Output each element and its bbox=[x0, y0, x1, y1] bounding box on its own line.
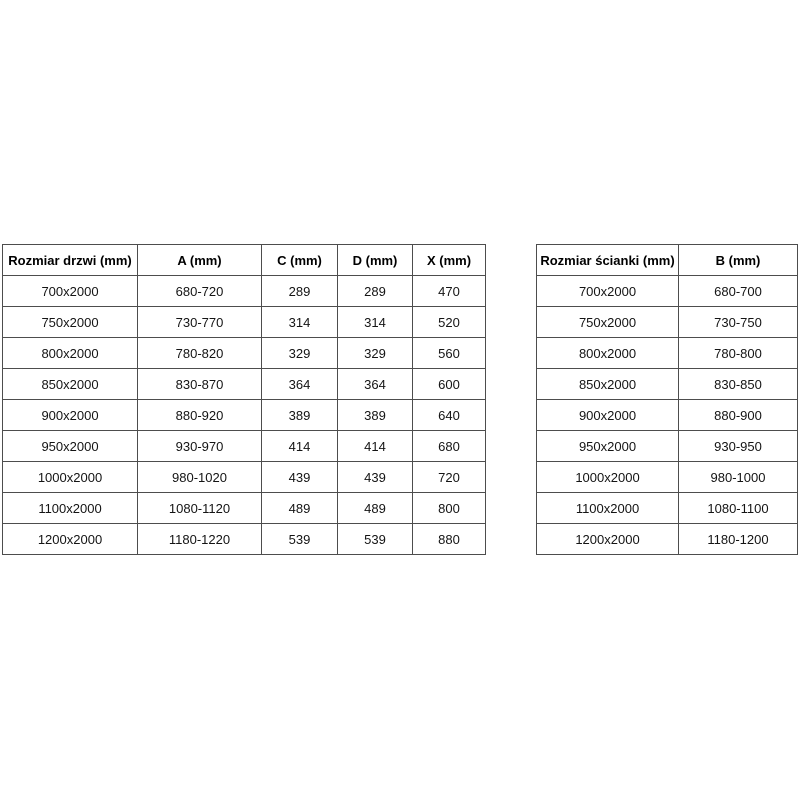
table-row bbox=[3, 400, 486, 431]
table-row bbox=[537, 369, 798, 400]
doors-size-table bbox=[2, 244, 486, 555]
table-row bbox=[537, 307, 798, 338]
table-cell: 389 bbox=[338, 400, 413, 431]
table-cell: 730-750 bbox=[679, 307, 798, 338]
table-cell: 900x2000 bbox=[3, 400, 138, 431]
table-row bbox=[3, 307, 486, 338]
table-cell: 780-800 bbox=[679, 338, 798, 369]
table-cell: 329 bbox=[262, 338, 338, 369]
table-row bbox=[3, 276, 486, 307]
table-cell: 680 bbox=[413, 431, 486, 462]
table-cell: 750x2000 bbox=[3, 307, 138, 338]
table-cell: 800 bbox=[413, 493, 486, 524]
table-row bbox=[537, 524, 798, 555]
table-cell: 1000x2000 bbox=[3, 462, 138, 493]
table-cell: 539 bbox=[338, 524, 413, 555]
table-row bbox=[3, 338, 486, 369]
table-row bbox=[537, 276, 798, 307]
table-cell: 329 bbox=[338, 338, 413, 369]
table-cell: 364 bbox=[262, 369, 338, 400]
table-row bbox=[537, 462, 798, 493]
table-cell: 950x2000 bbox=[537, 431, 679, 462]
table-row bbox=[3, 431, 486, 462]
table-cell: 680-720 bbox=[138, 276, 262, 307]
table-row bbox=[537, 338, 798, 369]
column-header: A (mm) bbox=[138, 245, 262, 276]
table-cell: 830-870 bbox=[138, 369, 262, 400]
table-cell: 930-970 bbox=[138, 431, 262, 462]
table-cell: 364 bbox=[338, 369, 413, 400]
table-cell: 489 bbox=[262, 493, 338, 524]
table-cell: 880-900 bbox=[679, 400, 798, 431]
table-cell: 489 bbox=[338, 493, 413, 524]
table-cell: 700x2000 bbox=[3, 276, 138, 307]
table-cell: 880 bbox=[413, 524, 486, 555]
table-cell: 314 bbox=[338, 307, 413, 338]
table-cell: 1200x2000 bbox=[537, 524, 679, 555]
table-cell: 470 bbox=[413, 276, 486, 307]
table-cell: 600 bbox=[413, 369, 486, 400]
table-cell: 780-820 bbox=[138, 338, 262, 369]
table-cell: 1200x2000 bbox=[3, 524, 138, 555]
wall-table-header-row bbox=[537, 245, 798, 276]
table-cell: 720 bbox=[413, 462, 486, 493]
table-cell: 1080-1100 bbox=[679, 493, 798, 524]
table-cell: 850x2000 bbox=[3, 369, 138, 400]
table-cell: 1100x2000 bbox=[3, 493, 138, 524]
doors-table-header-row bbox=[3, 245, 486, 276]
table-row bbox=[3, 369, 486, 400]
table-cell: 950x2000 bbox=[3, 431, 138, 462]
table-row bbox=[3, 524, 486, 555]
table-cell: 1180-1200 bbox=[679, 524, 798, 555]
table-cell: 900x2000 bbox=[537, 400, 679, 431]
column-header: Rozmiar ścianki (mm) bbox=[537, 245, 679, 276]
table-row bbox=[537, 431, 798, 462]
table-cell: 439 bbox=[262, 462, 338, 493]
table-cell: 700x2000 bbox=[537, 276, 679, 307]
table-cell: 314 bbox=[262, 307, 338, 338]
table-cell: 980-1000 bbox=[679, 462, 798, 493]
table-cell: 980-1020 bbox=[138, 462, 262, 493]
table-cell: 930-950 bbox=[679, 431, 798, 462]
table-cell: 640 bbox=[413, 400, 486, 431]
column-header: C (mm) bbox=[262, 245, 338, 276]
table-cell: 850x2000 bbox=[537, 369, 679, 400]
table-cell: 560 bbox=[413, 338, 486, 369]
table-cell: 1100x2000 bbox=[537, 493, 679, 524]
table-cell: 539 bbox=[262, 524, 338, 555]
table-cell: 289 bbox=[262, 276, 338, 307]
table-cell: 680-700 bbox=[679, 276, 798, 307]
table-cell: 830-850 bbox=[679, 369, 798, 400]
table-cell: 439 bbox=[338, 462, 413, 493]
table-cell: 414 bbox=[338, 431, 413, 462]
table-cell: 800x2000 bbox=[537, 338, 679, 369]
table-row bbox=[3, 462, 486, 493]
table-cell: 1180-1220 bbox=[138, 524, 262, 555]
table-cell: 880-920 bbox=[138, 400, 262, 431]
table-cell: 1080-1120 bbox=[138, 493, 262, 524]
table-row bbox=[537, 400, 798, 431]
table-cell: 414 bbox=[262, 431, 338, 462]
column-header: B (mm) bbox=[679, 245, 798, 276]
column-header: X (mm) bbox=[413, 245, 486, 276]
table-cell: 730-770 bbox=[138, 307, 262, 338]
table-cell: 520 bbox=[413, 307, 486, 338]
table-row bbox=[537, 493, 798, 524]
column-header: D (mm) bbox=[338, 245, 413, 276]
column-header: Rozmiar drzwi (mm) bbox=[3, 245, 138, 276]
table-cell: 389 bbox=[262, 400, 338, 431]
table-row bbox=[3, 493, 486, 524]
table-cell: 1000x2000 bbox=[537, 462, 679, 493]
table-cell: 750x2000 bbox=[537, 307, 679, 338]
wall-size-table bbox=[536, 244, 798, 555]
table-cell: 289 bbox=[338, 276, 413, 307]
table-cell: 800x2000 bbox=[3, 338, 138, 369]
